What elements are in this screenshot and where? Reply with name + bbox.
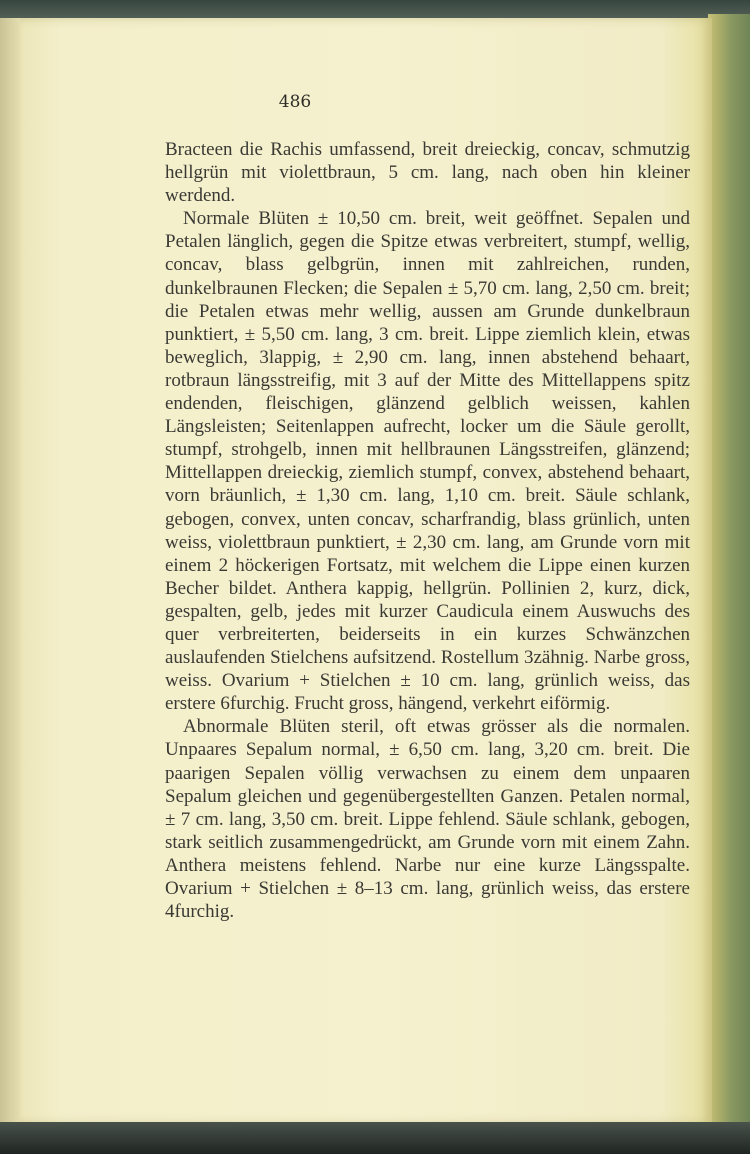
paragraph-normale-blueten: Normale Blüten ± 10,50 cm. breit, weit geöffnet. Sepalen und Petalen länglich, gegen die Spitze etwas verbreitert, stumpf, wellig, concav, blass gelbgrün, innen mit zahlreichen, runden, dunkelbraunen Flecken; die Sepalen ± 5,70 cm. lang, 2,50 cm. breit; die Petalen etwas mehr wellig, aussen am Grunde dunkelbraun punktiert, ± 5,50 cm. lang, 3 cm. breit. Lippe ziemlich klein, etwas beweglich, 3lappig, ± 2,90 cm. lang, innen abstehend behaart, rotbraun längsstreifig, mit 3 auf der Mitte des Mittellappens spitz endenden, fleischigen, glänzend gelblich weissen, kahlen Längsleisten; Seitenlappen aufrecht, locker um die Säule gerollt, stumpf, strohgelb, innen mit hellbraunen Längsstreifen, glänzend; Mittellappen dreieckig, ziemlich stumpf, convex, abstehend behaart, vorn bräunlich, ± 1,30 cm. lang, 1,10 cm. breit. Säule schlank, gebogen, convex, unten concav, scharfrandig, blass grünlich, unten weiss, violettbraun punktiert, ± 2,30 cm. lang, am Grunde vorn mit einem 2 höckerigen Fortsatz, mit welchem die Lippe einen kurzen Becher bildet. Anthera kappig, hellgrün. Pollinien 2, kurz, dick, gespalten, gelb, jedes mit kurzer Caudicula einem Auswuchs des quer verbreiterten, beiderseits in ein kurzes Schwänzchen auslaufenden Stielchens aufsitzend. Rostellum 3zähnig. Narbe gross, weiss. Ovarium + Stielchen ± 10 cm. lang, grünlich weiss, das erstere 6furchig. Frucht gross, hängend, verkehrt eiförmig. [165, 208, 690, 715]
paragraph-abnormale-blueten: Abnormale Blüten steril, oft etwas grösser als die normalen. Unpaares Sepalum normal, ± 6,50 cm. lang, 3,20 cm. breit. Die paarigen Sepalen völlig verwachsen zu einem dem unpaaren Sepalum gleichen und gegenübergestellten Ganzen. Petalen normal, ± 7 cm. lang, 3,50 cm. breit. Lippe fehlend. Säule schlank, gebogen, stark seitlich zusammengedrückt, am Grunde vorn mit einem Zahn. Anthera meistens fehlend. Narbe nur eine kurze Längsspalte. Ovarium + Stielchen ± 8–13 cm. lang, grünlich weiss, das erstere 4furchig. [165, 716, 690, 923]
page-stack-edge [708, 14, 750, 1126]
body-text [165, 138, 690, 923]
scan-bottom-edge [0, 1122, 750, 1154]
paragraph-bracteen: Bracteen die Rachis umfassend, breit dreieckig, concav, schmutzig hellgrün mit violettbraun, 5 cm. lang, nach oben hin kleiner werdend. [165, 139, 690, 207]
page-number: 486 [278, 92, 312, 112]
scan-top-edge [0, 0, 750, 20]
book-page [20, 18, 712, 1124]
